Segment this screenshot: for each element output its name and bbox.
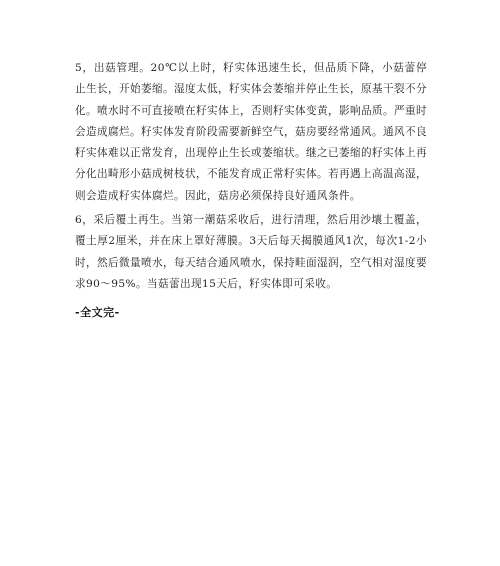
paragraph-fruiting-management: 5，出菇管理。20℃以上时，籽实体迅速生长，但品质下降，小菇蕾停止生长，开始萎缩。湿度太低，籽实体会萎缩并停止生长，原基干裂不分化。喷水时不可直接喷在籽实体上，否则籽实体变黄，影响品质。严重时会造成腐烂。籽实体发育阶段需要新鲜空气，菇房要经常通风。通风不良籽实体难以正常发育，出现停止生长或萎缩状。继之已萎缩的籽实体上再分化出畸形小菇成树枝状，不能发育成正常籽实体。若再遇上高温高湿，则会造成籽实体腐烂。因此，菇房必须保持良好通风条件。	[75, 62, 427, 202]
end-of-document-mark: -全文完-	[75, 306, 120, 319]
document-body	[75, 58, 427, 295]
paragraph-regrowth-after-harvest: 6，采后覆土再生。当第一潮菇采收后，进行清理，然后用沙壤土覆盖，覆土厚2厘米，并在床上罩好薄膜。3天后每天揭膜通风1次，每次1-2小时，然后微量喷水，每天结合通风喷水，保持畦面湿润，空气相对湿度要求90～95%。当菇蕾出现15天后，籽实体即可采收。	[75, 214, 427, 290]
